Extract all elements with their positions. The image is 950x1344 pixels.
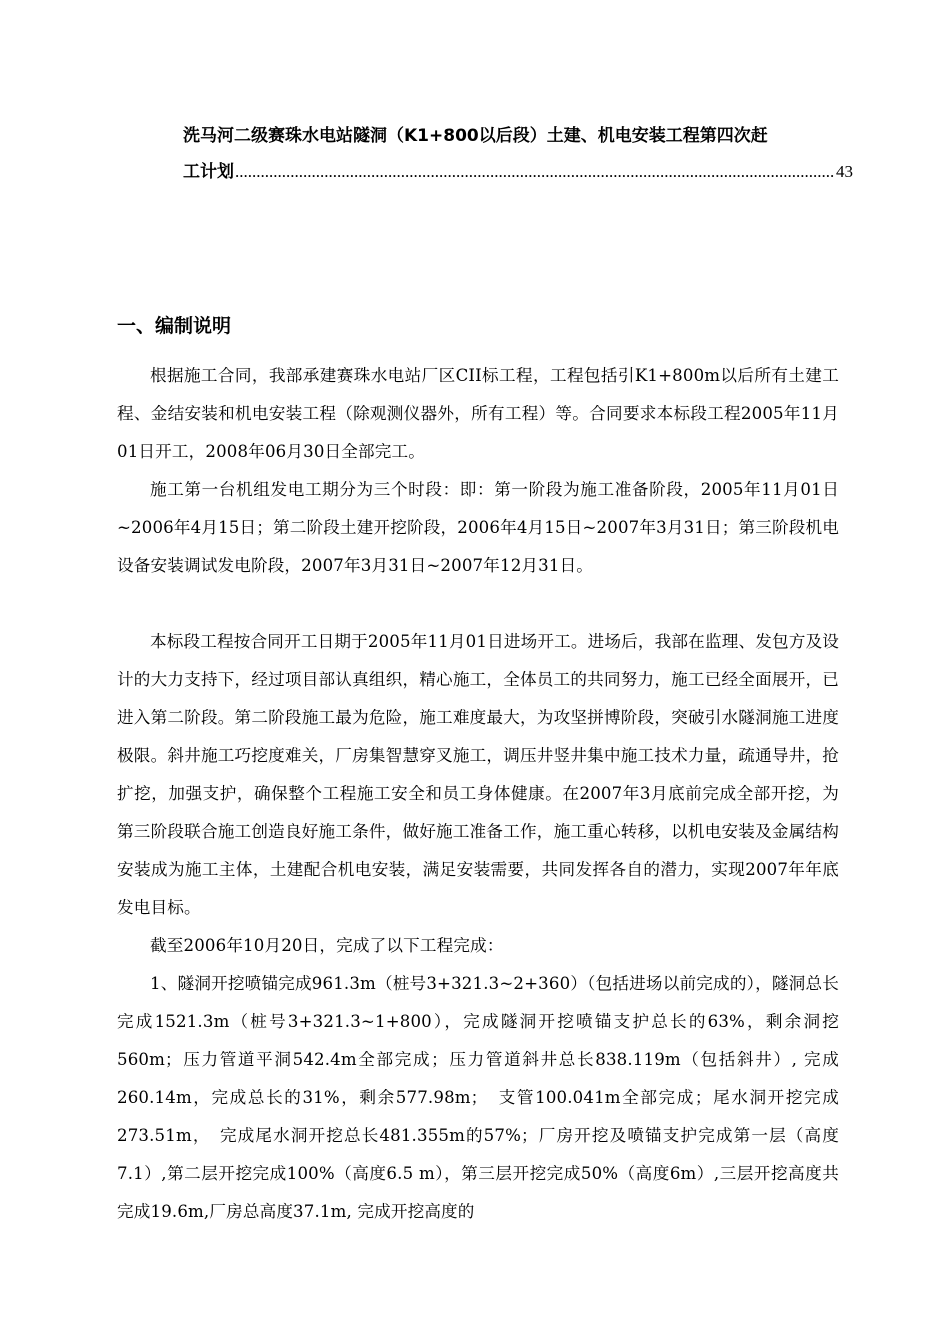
paragraph-completed-items: 1、隧洞开挖喷锚完成961.3m（桩号3+321.3~2+360）（包括进场以前完成的），隧洞总长完成1521.3m（桩号3+321.3~1+800），完成隧洞开挖喷锚支护总长的63%，剩余洞挖560m；压力管道平洞542.4m全部完成；压力管道斜井总长838.119m（包括斜井）, 完成260.14m，完成总长的31%，剩余577.98m； 支管100.041m全部完成；尾水洞开挖完成273.51m， 完成尾水洞开挖总长481.355m的57%；厂房开挖及喷锚支护完成第一层（高度7.1）,第二层开挖完成100%（高度6.5 m），第三层开挖完成50%（高度6m）,三层开挖高度共完成19.6m,厂房总高度37.1m, 完成开挖高度的: [117, 974, 839, 1221]
toc-title-line1: 洗马河二级赛珠水电站隧洞（K1+800以后段）土建、机电安装工程第四次赶: [183, 126, 768, 146]
body-text: [117, 357, 839, 1231]
paragraph-schedule-phases: 施工第一台机组发电工期分为三个时段：即：第一阶段为施工准备阶段，2005年11月01日~2006年4月15日；第二阶段土建开挖阶段，2006年4月15日~2007年3月31日；第三阶段机电设备安装调试发电阶段，2007年3月31日~2007年12月31日。: [117, 480, 839, 575]
toc-page-number: 43: [836, 162, 853, 181]
paragraph-spacer: [117, 585, 839, 623]
paragraph-completion-intro: 截至2006年10月20日，完成了以下工程完成：: [150, 936, 504, 955]
paragraph-contract: 根据施工合同，我部承建赛珠水电站厂区CII标工程，工程包括引K1+800m以后所有土建工程、金结安装和机电安装工程（除观测仪器外，所有工程）等。合同要求本标段工程2005年11月01日开工，2008年06月30日全部完工。: [117, 366, 839, 461]
toc-title-line2-row: [183, 154, 853, 190]
paragraph-progress-summary: 本标段工程按合同开工日期于2005年11月01日进场开工。进场后，我部在监理、发包方及设计的大力支持下，经过项目部认真组织，精心施工，全体员工的共同努力，施工已经全面展开，已进入第二阶段。第二阶段施工最为危险，施工难度最大，为攻坚拼博阶段，突破引水隧洞施工进度极限。斜井施工巧挖度难关，厂房集智慧穿叉施工，调压井竖井集中施工技术力量，疏通导井，抢扩挖，加强支护，确保整个工程施工安全和员工身体健康。在2007年3月底前完成全部开挖，为第三阶段联合施工创造良好施工条件，做好施工准备工作，施工重心转移，以机电安装及金属结构安装成为施工主体，土建配合机电安装，满足安装需要，共同发挥各自的潜力，实现2007年年底发电目标。: [117, 632, 839, 917]
toc-entry[interactable]: [183, 118, 853, 190]
toc-title-line2: 工计划: [183, 162, 234, 182]
section-heading: 一、编制说明: [117, 315, 232, 337]
toc-dot-leader: [235, 154, 835, 190]
